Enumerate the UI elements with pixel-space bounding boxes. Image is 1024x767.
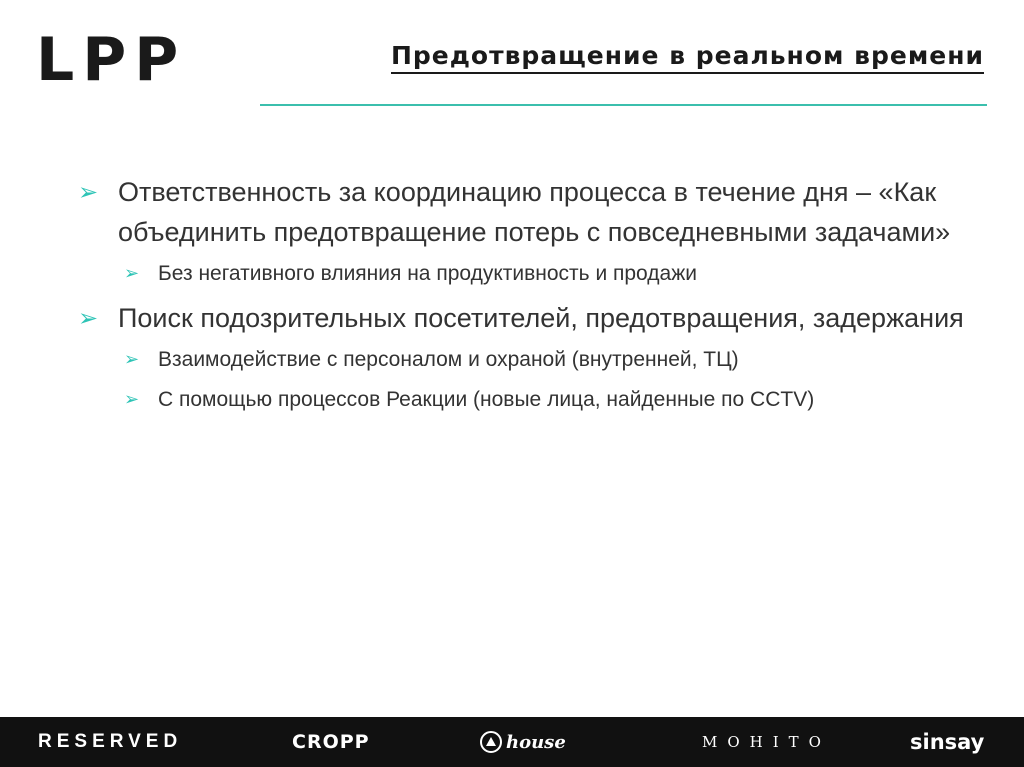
slide-title: Предотвращение в реальном времени [391, 42, 984, 74]
sub-bullet-item [124, 258, 978, 290]
brand-sinsay-logo: sinsay [910, 730, 985, 754]
brand-cropp-logo: CROPP [292, 731, 370, 753]
sub-bullet-text: Без негативного влияния на продуктивность и продажи [158, 262, 697, 285]
arrow-bullet-icon: ➢ [124, 263, 140, 284]
brand-mohito-logo: MOHITO [702, 733, 831, 751]
bullet-item [78, 172, 978, 252]
brand-footer [0, 717, 1024, 767]
arrow-bullet-icon: ➢ [124, 389, 140, 410]
brand-reserved-logo: RESERVED [38, 731, 183, 752]
brand-house-logo [480, 717, 566, 767]
brand-house-text: house [506, 731, 566, 753]
arrow-bullet-icon: ➢ [78, 178, 99, 206]
arrow-bullet-icon: ➢ [78, 304, 99, 332]
sub-bullet-text: Взаимодействие с персоналом и охраной (внутренней, ТЦ) [158, 348, 739, 371]
sub-bullet-item [124, 344, 978, 376]
lpp-logo: LPP [36, 25, 187, 95]
sub-bullet-text: С помощью процессов Реакции (новые лица, найденные по CCTV) [158, 388, 815, 411]
sub-bullet-item [124, 384, 978, 416]
bullet-list [78, 172, 978, 424]
arrow-bullet-icon: ➢ [124, 349, 140, 370]
bullet-text: Ответственность за координацию процесса в течение дня – «Как объединить предотвращение потерь с повседневными задачами» [118, 177, 951, 247]
bullet-item [78, 298, 978, 338]
title-divider [260, 104, 987, 106]
bullet-text: Поиск подозрительных посетителей, предотвращения, задержания [118, 303, 964, 333]
house-mark-icon [480, 731, 502, 753]
